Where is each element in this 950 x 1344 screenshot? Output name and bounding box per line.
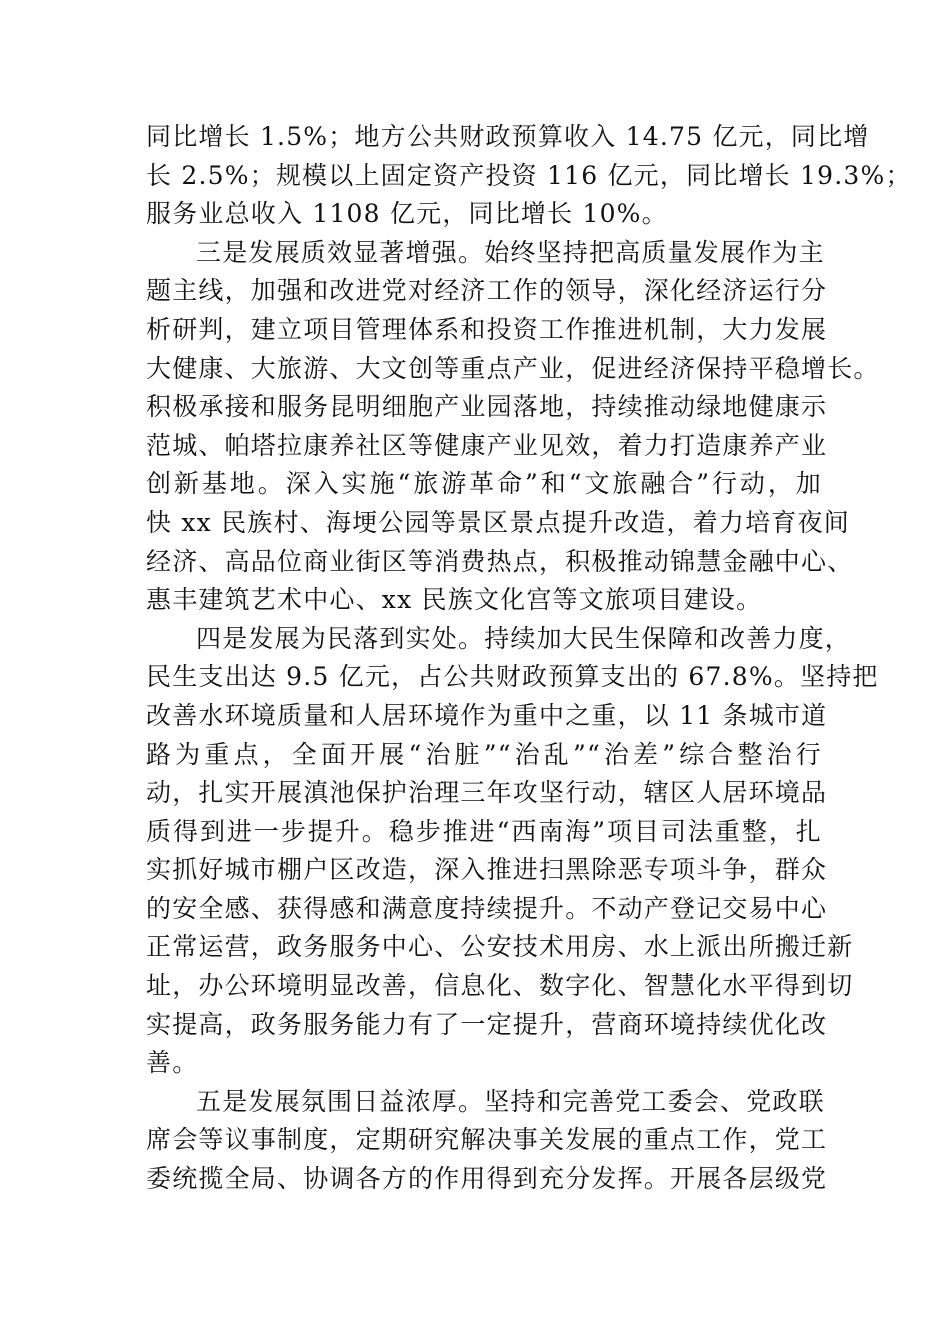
text-line: 址，办公环境明显改善，信息化、数字化、智慧化水平得到切 bbox=[146, 971, 854, 1001]
text-line: 惠丰建筑艺术中心、xx 民族文化宫等文旅项目建设。 bbox=[146, 585, 763, 615]
text-line: 析研判，建立项目管理体系和投资工作推进机制，大力发展 bbox=[146, 314, 828, 344]
paragraph bbox=[146, 1083, 828, 1199]
text-line: 路为重点，全面开展“治脏”“治乱”“治差”综合整治行 bbox=[146, 739, 822, 769]
text-line: 改善水环境质量和人居环境作为重中之重，以 11 条城市道 bbox=[146, 700, 828, 730]
text-line: 大健康、大旅游、大文创等重点产业，促进经济保持平稳增长。 bbox=[146, 353, 880, 383]
text-line: 动，扎实开展滇池保护治理三年攻坚行动，辖区人居环境品 bbox=[146, 778, 828, 808]
paragraph bbox=[146, 620, 879, 1083]
text-line: 同比增长 1.5%；地方公共财政预算收入 14.75 亿元，同比增 bbox=[146, 122, 870, 151]
text-line: 快 xx 民族村、海埂公园等景区景点提升改造，着力培育夜间 bbox=[146, 507, 850, 537]
paragraph bbox=[146, 118, 912, 234]
text-line: 正常运营，政务服务中心、公安技术用房、水上派出所搬迁新 bbox=[146, 932, 854, 962]
text-line: 四是发展为民落到实处。持续加大民生保障和改善力度， bbox=[196, 623, 852, 653]
text-line: 积极承接和服务昆明细胞产业园落地，持续推动绿地健康示 bbox=[146, 392, 828, 422]
paragraph bbox=[146, 234, 880, 620]
text-line: 题主线，加强和改进党对经济工作的领导，深化经济运行分 bbox=[146, 276, 828, 306]
text-line: 经济、高品位商业街区等消费热点，积极推动锦慧金融中心、 bbox=[146, 546, 854, 576]
text-line: 创新基地。深入实施“旅游革命”和“文旅融合”行动，加 bbox=[146, 469, 822, 499]
text-line: 民生支出达 9.5 亿元，占公共财政预算支出的 67.8%。坚持把 bbox=[146, 662, 879, 692]
text-line: 席会等议事制度，定期研究解决事关发展的重点工作，党工 bbox=[146, 1125, 828, 1155]
text-line: 长 2.5%；规模以上固定资产投资 116 亿元，同比增长 19.3%； bbox=[146, 160, 912, 190]
text-line: 五是发展氛围日益浓厚。坚持和完善党工委会、党政联 bbox=[196, 1086, 825, 1116]
text-line: 委统揽全局、协调各方的作用得到充分发挥。开展各层级党 bbox=[146, 1164, 828, 1194]
text-line: 实抓好城市棚户区改造，深入推进扫黑除恶专项斗争，群众 bbox=[146, 855, 828, 885]
text-line: 服务业总收入 1108 亿元，同比增长 10%。 bbox=[146, 199, 668, 229]
text-line: 实提高，政务服务能力有了一定提升，营商环境持续优化改 bbox=[146, 1009, 828, 1039]
document-page bbox=[146, 118, 912, 1199]
text-line: 善。 bbox=[146, 1048, 199, 1078]
text-line: 的安全感、获得感和满意度持续提升。不动产登记交易中心 bbox=[146, 893, 828, 923]
text-line: 三是发展质效显著增强。始终坚持把高质量发展作为主 bbox=[196, 237, 825, 267]
text-line: 范城、帕塔拉康养社区等健康产业见效，着力打造康养产业 bbox=[146, 430, 828, 460]
text-line: 质得到进一步提升。稳步推进“西南海”项目司法重整，扎 bbox=[146, 816, 822, 846]
